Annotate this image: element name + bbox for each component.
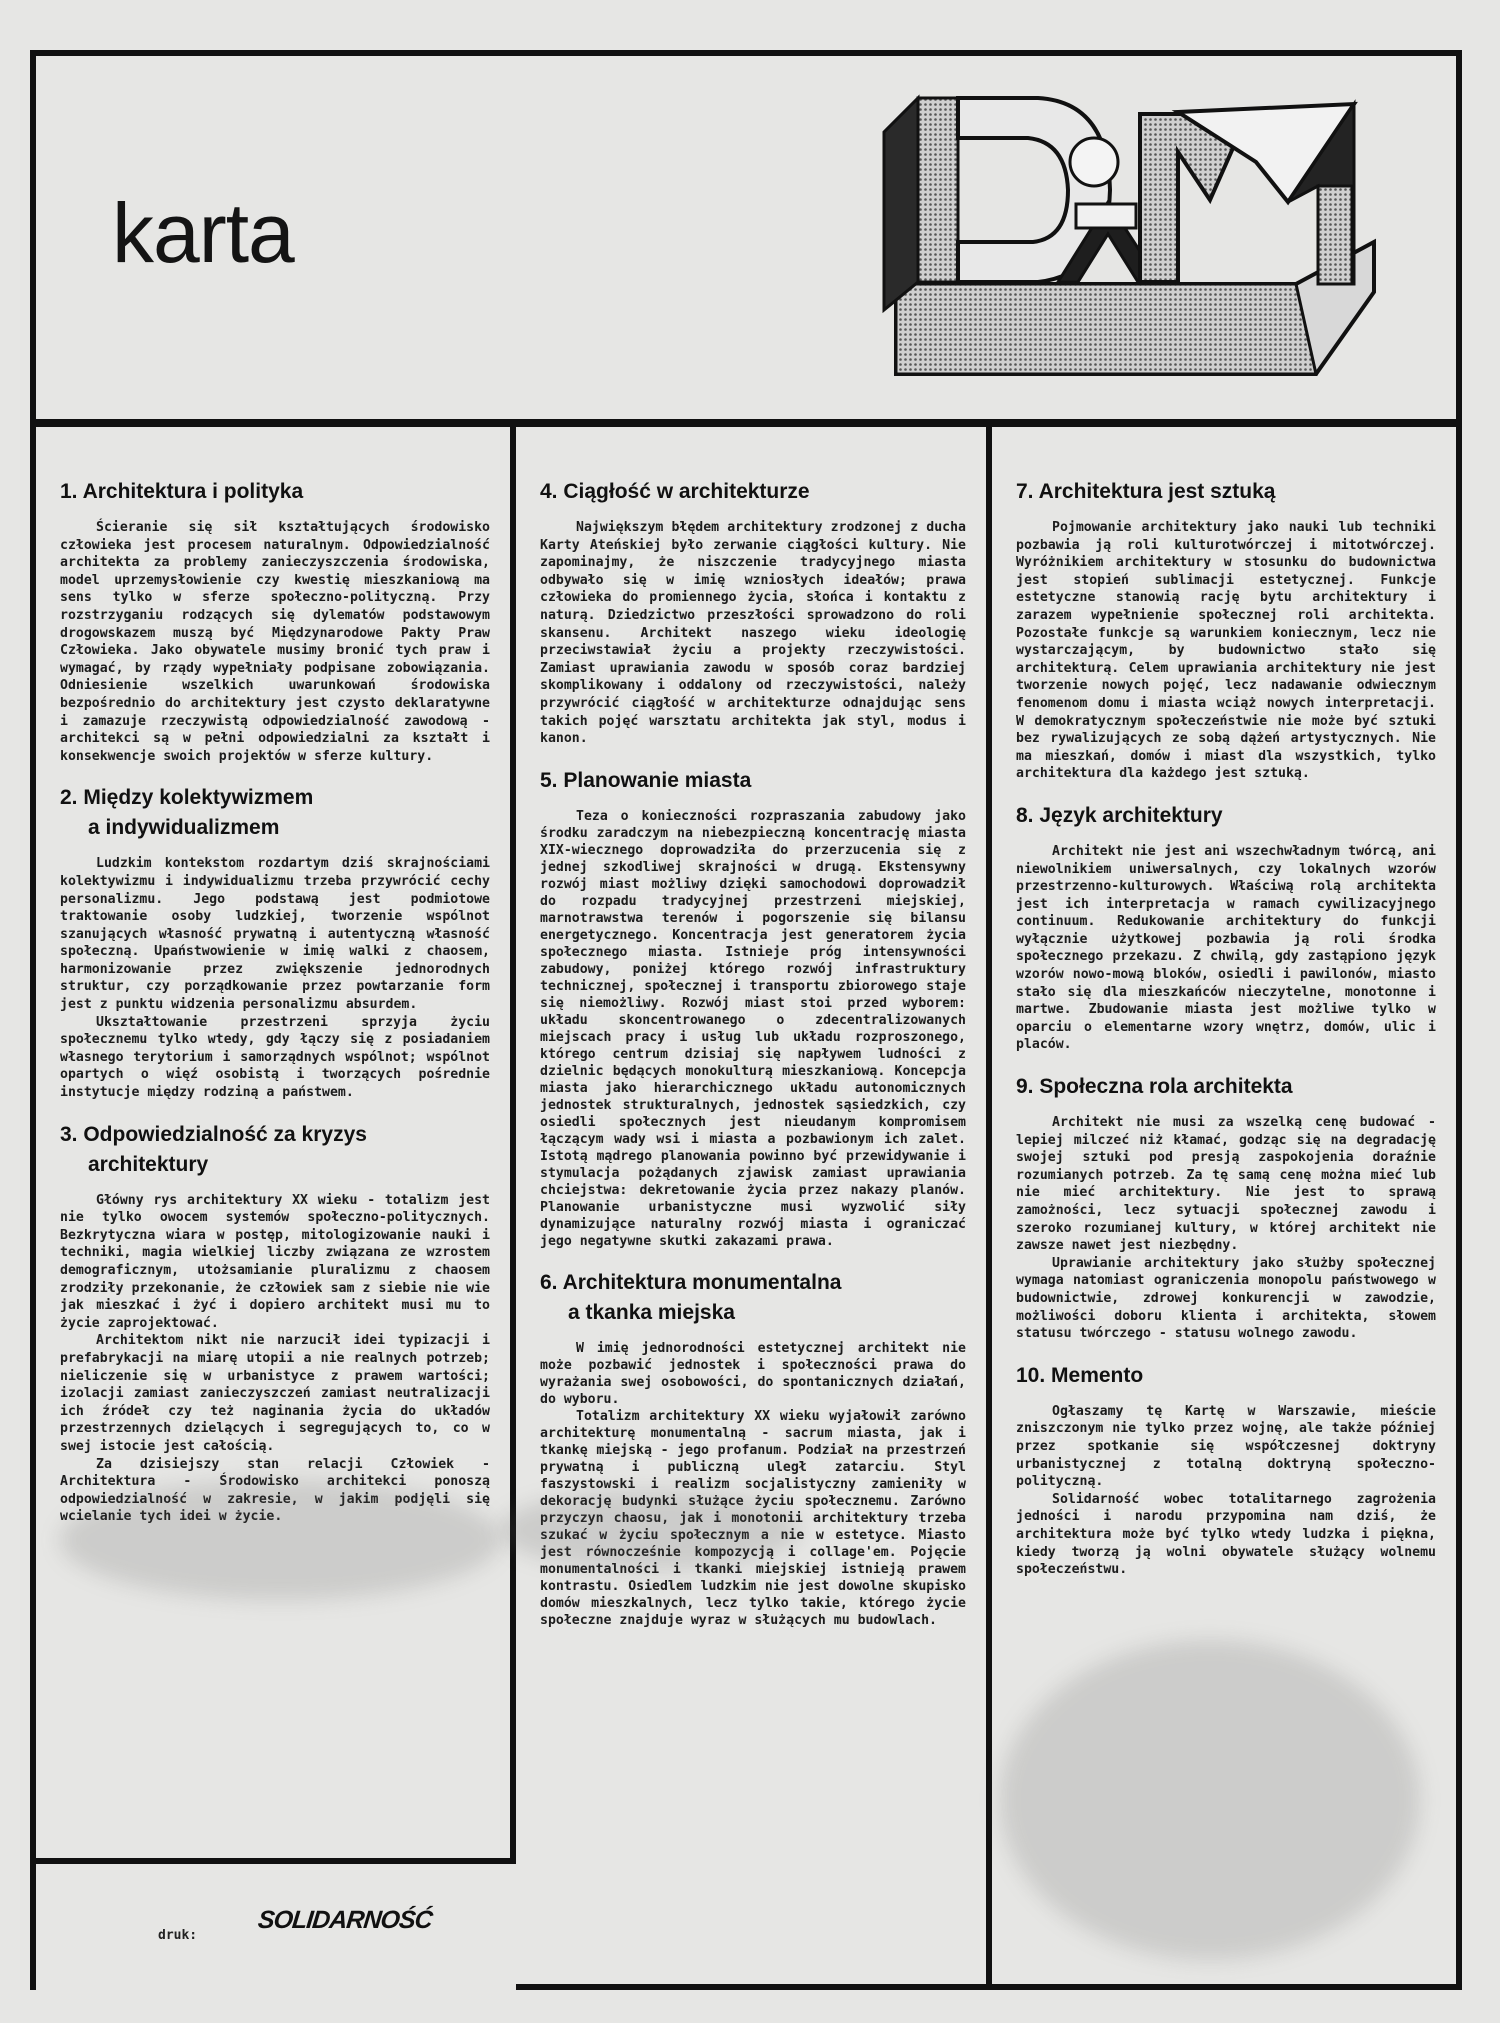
column-3 <box>992 427 1456 1990</box>
section-heading: 10. Memento <box>1016 1363 1144 1387</box>
section-7 <box>1016 477 1436 783</box>
section-paragraph: Ogłaszamy tę Kartę w Warszawie, mieście zniszczonym nie tylko przez wojnę, ale także później przez spotkanie się współczesnej doktryny urbanistycznej z totalną doktryną społeczno-polityczną. <box>1016 1403 1436 1490</box>
section-paragraph: W imię jednorodności estetycznej architekt nie może pozbawić jednostek i społeczności prawa do wyrażania swej osobowości, do spontanicznych działań, do wyboru. <box>540 1340 966 1407</box>
section-paragraph: Ukształtowanie przestrzeni sprzyja życiu społecznemu tylko wtedy, gdy łączy się z posiadaniem własnego terytorium i samorządnych wspólnot; wspólnot opartych o więź osobistą i tworzących pośrednie instytucje między rodziną a państwem. <box>60 1014 490 1101</box>
section-5 <box>540 766 966 1250</box>
column-2 <box>516 427 992 1990</box>
section-heading: 7. Architektura jest sztuką <box>1016 480 1276 503</box>
section-heading: 1. Architektura i polityka <box>60 480 304 503</box>
section-paragraph: Architekt nie musi za wszelką cenę budować - lepiej milczeć niż kłamać, godząc się na degradację swojej sztuki pod presją zaspokojenia doraźnie rozumianych potrzeb. Za tę samą cenę można mieć lub nie mieć architektury. Nie jest to sprawą zamożności, lecz sytuacji społecznej zawodu i szeroko rozumianej kultury, w której architekt nie zawsze nawet jest niezbędny. <box>1016 1115 1436 1254</box>
print-label: druk: <box>158 1928 198 1943</box>
section-paragraph: Największym błędem architektury zrodzonej z ducha Karty Ateńskiej było zerwanie ciągłości kultury. Nie zapominajmy, że niszczenie tradycyjnego miasta odbywało się w imię wzniosłych ideałów; prawa człowieka do promiennego życia, słońca i kontaktu z naturą. Dziedzictwo przeszłości sprowadzono do roli skansenu. Architekt naszego wieku ideologię przeciwstawiał życiu a projekty rzeczywistości. Zamiast uprawiania zawodu w sposób coraz bardziej skomplikowany i oddalony od rzeczywistości, należy przywrócić ciągłość w architekturze odnajdując sens takich pojęć warsztatu architekta jak styl, modus i kanon. <box>540 520 966 747</box>
section-paragraph: Ścieranie się sił kształtujących środowisko człowieka jest procesem naturalnym. Odpowiedzialność architekta za problemy zanieczyszczenia środowiska, model uprzemysłowienie czy kwestię mieszkaniową ma sens tylko w sferze społeczno-polityczną. Przy rozstrzyganiu rodzących się dylematów podstawowym drogowskazem muszą być Międzynarodowe Pakty Praw Człowieka. Jako obywatele musimy bronić tych praw i wymagać, by rządy wypełniały podpisane zobowiązania. Odniesienie wszelkich uwarunkowań środowiska bezpośrednio do architektury jest czysto deklaratywne i zamazuje rzeczywistą odpowiedzialność zawodową - architekci są w pełni odpowiedzialni za kształt i konsekwencje swoich projektów w sferze kultury. <box>60 520 490 764</box>
dam-logo-icon <box>878 92 1396 382</box>
column-1 <box>36 427 516 1864</box>
section-heading: 8. Język architektury <box>1016 803 1223 827</box>
solidarnosc-logo: SOLIDARNOŚĆ <box>256 1906 434 1934</box>
section-heading: 2. Między kolektywizmem a indywidualizmem <box>60 786 314 840</box>
section-paragraph: Architekt nie jest ani wszechwładnym twórcą, ani niewolnikiem uniwersalnych, czy lokalnych wzorów przestrzenno-kulturowych. Właściwą rolą architekta jest ich interpretacja w ramach cywilizacyjnego continuum. Redukowanie architektury do funkcji wyłącznie użytkowej pozbawia ją roli środka społecznego przekazu. Z chwilą, gdy zastąpiono język wzorów nowo-mową bloków, osiedli i pawilonów, miasto stało się dla mieszkańców nieczytelne, monotonne i martwe. Zbudowanie miasta jest możliwe tylko w oparciu o elementarne wzory wnętrz, domów, ulic i placów. <box>1016 843 1436 1053</box>
section-paragraph: Główny rys architektury XX wieku - totalizm jest nie tylko owocem systemów społeczno-politycznych. Bezkrytyczna wiara w postęp, mitologizowanie nauki i techniki, magia wielkiej liczby związana ze wzrostem demograficznym, utożsamianie pluralizmu z chaosem zrodziły przekonanie, że człowiek sam z siebie nie wie jak mieszkać i żyć i dopiero architekt musi mu to życie zaprojektować. <box>60 1192 490 1331</box>
section-6 <box>540 1268 966 1629</box>
section-9 <box>1016 1072 1436 1343</box>
section-8 <box>1016 801 1436 1054</box>
section-paragraph: Za dzisiejszy stan relacji Człowiek - Architektura - Środowisko architekci ponoszą odpowiedzialność w zakresie, w jakim podjęli się wcielanie tych idei w życie. <box>60 1456 490 1525</box>
section-paragraph: Ludzkim kontekstom rozdartym dziś skrajnościami kolektywizmu i indywidualizmu trzeba przywrócić cechy personalizmu. Jego podstawą jest podmiotowe traktowanie osoby ludzkiej, tworzenie wspólnot szanujących własność prywatną i autentyczną własność społeczną. Upaństwowienie w imię walki z chaosem, harmonizowanie przez zwiększenie jednorodnych struktur, czy porządkowanie przez powtarzanie form jest z punktu widzenia personalizmu absurdem. <box>60 856 490 1013</box>
section-paragraph: Solidarność wobec totalitarnego zagrożenia jedności i narodu przypomina nam dziś, że architektura może być tylko wtedy ludzka i piękna, kiedy tworzą ją wolni obywatele służący wolnemu społeczeństwu. <box>1016 1491 1436 1578</box>
section-paragraph: Architektom nikt nie narzucił idei typizacji i prefabrykacji na miarę utopii a nie realnych potrzeb; nieliczenie się w urbanistyce z prawem wartości; izolacji zamiast zanieczyszczeń zamiast neutralizacji ich źródeł czy też naginania życia do układów przestrzennych dzielących i segregujących to, co w swej istocie jest całością. <box>60 1333 490 1454</box>
section-4 <box>540 477 966 748</box>
section-paragraph: Uprawianie architektury jako służby społecznej wymaga natomiast ograniczenia monopolu państwowego w budownictwie, zdrowej konkurencji w zawodzie, możliwości doboru klienta i architekta, słowem statusu twórczego - statusu wolnego zawodu. <box>1016 1255 1436 1342</box>
section-heading: 5. Planowanie miasta <box>540 768 752 792</box>
bottom-divider <box>516 1984 1462 1990</box>
header-divider <box>30 419 1462 427</box>
section-3 <box>60 1120 490 1526</box>
section-heading: 9. Społeczna rola architekta <box>1016 1075 1293 1099</box>
page-title: karta <box>112 186 294 280</box>
section-1 <box>60 477 490 765</box>
section-2 <box>60 783 490 1101</box>
section-paragraph: Totalizm architektury XX wieku wyjałowił zarówno architekturę monumentalną - sacrum miasta, jak i tkankę miejską - jego profanum. Podział na przestrzeń prywatną i publiczną uległ zatarciu. Styl faszystowski i realizm socjalistyczny zamieniły w dekorację budynki służące życiu społecznemu. Zarówno przyczyn chaosu, jak i monotonii architektury trzeba szukać w życiu społecznym a nie w estetyce. Miasto jest równocześnie kompozycją i collage'em. Pojęcie monumentalności i tkanki miejskiej istnieją prawem kontrastu. Osiedlem ludzkim nie jest dowolne skupisko domów mieszkalnych, lecz tylko takie, którego życie społeczne znajduje wyraz w służących mu budowlach. <box>540 1408 966 1628</box>
section-heading: 6. Architektura monumentalna a tkanka miejska <box>540 1270 842 1324</box>
section-heading: 3. Odpowiedzialność za kryzys architektury <box>60 1122 367 1176</box>
section-heading: 4. Ciągłość w architekturze <box>540 480 810 503</box>
section-10 <box>1016 1361 1436 1579</box>
section-paragraph: Teza o konieczności rozpraszania zabudowy jako środku zaradczym na niebezpieczną koncentrację miasta XIX-wiecznego doprowadziła do przerzucenia się z jednej szkodliwej skrajności w drugą. Ekstensywny rozwój miast możliwy dzięki samochodowi doprowadził do rozpadu tradycyjnej przestrzeni miejskiej, marnotrawstwa terenów i pogorszenie się bilansu energetycznego. Koncentracja jest generatorem życia społecznego miasta. Istnieje próg intensywności zabudowy, poniżej którego rozwój infrastruktury technicznej, społecznej i transportu zbiorowego staje się niemożliwy. Rozwój miast stoi przed wyborem: układu skoncentrowanego o zdecentralizowanych miejscach pracy i usług lub układu rozproszonego, którego centrum dzisiaj się napływem ludności z dzielnic będących monokulturą mieszkaniową. Koncepcja miasta jako hierarchicznego układu autonomicznych jednostek strukturalnych, jednostek sąsiedzkich, czy osiedli społecznych jest nieudanym kompromisem łączącym wady wsi i miasta a pozbawionym ich zalet. Istotą mądrego planowania powinno być przewidywanie i stymulacja pożądanych zjawisk zamiast uprawiania chciejstwa: dekretowanie życia przez nakazy planów. Planowanie urbanistyczne musi wyzwolić siły dynamizujące naturalny rozwój miasta i ograniczać jego negatywne skutki zakazami prawa. <box>540 808 966 1249</box>
section-paragraph: Pojmowanie architektury jako nauki lub techniki pozbawia ją roli kulturotwórczej i mitotwórczej. Wyróżnikiem architektury w stosunku do budownictwa jest stopień sublimacji estetycznej. Funkcje estetyczne stanowią rację bytu architektury i zarazem wypełnienie społecznej roli architekta. Pozostałe funkcje są warunkiem koniecznym, lecz nie wystarczającym, by budownictwo stało się architekturą. Celem uprawiania architektury nie jest tworzenie nowych pojęć, lecz nadawanie odwiecznym fenomenom domu i miasta wciąż nowych interpretacji. W demokratycznym społeczeństwie nie może być sztuki bez rywalizujących ze sobą dążeń artystycznych. Nie ma mieszkań, domów i miast dla wszystkich, tylko architektura dla każdego jest sztuką. <box>1016 520 1436 782</box>
